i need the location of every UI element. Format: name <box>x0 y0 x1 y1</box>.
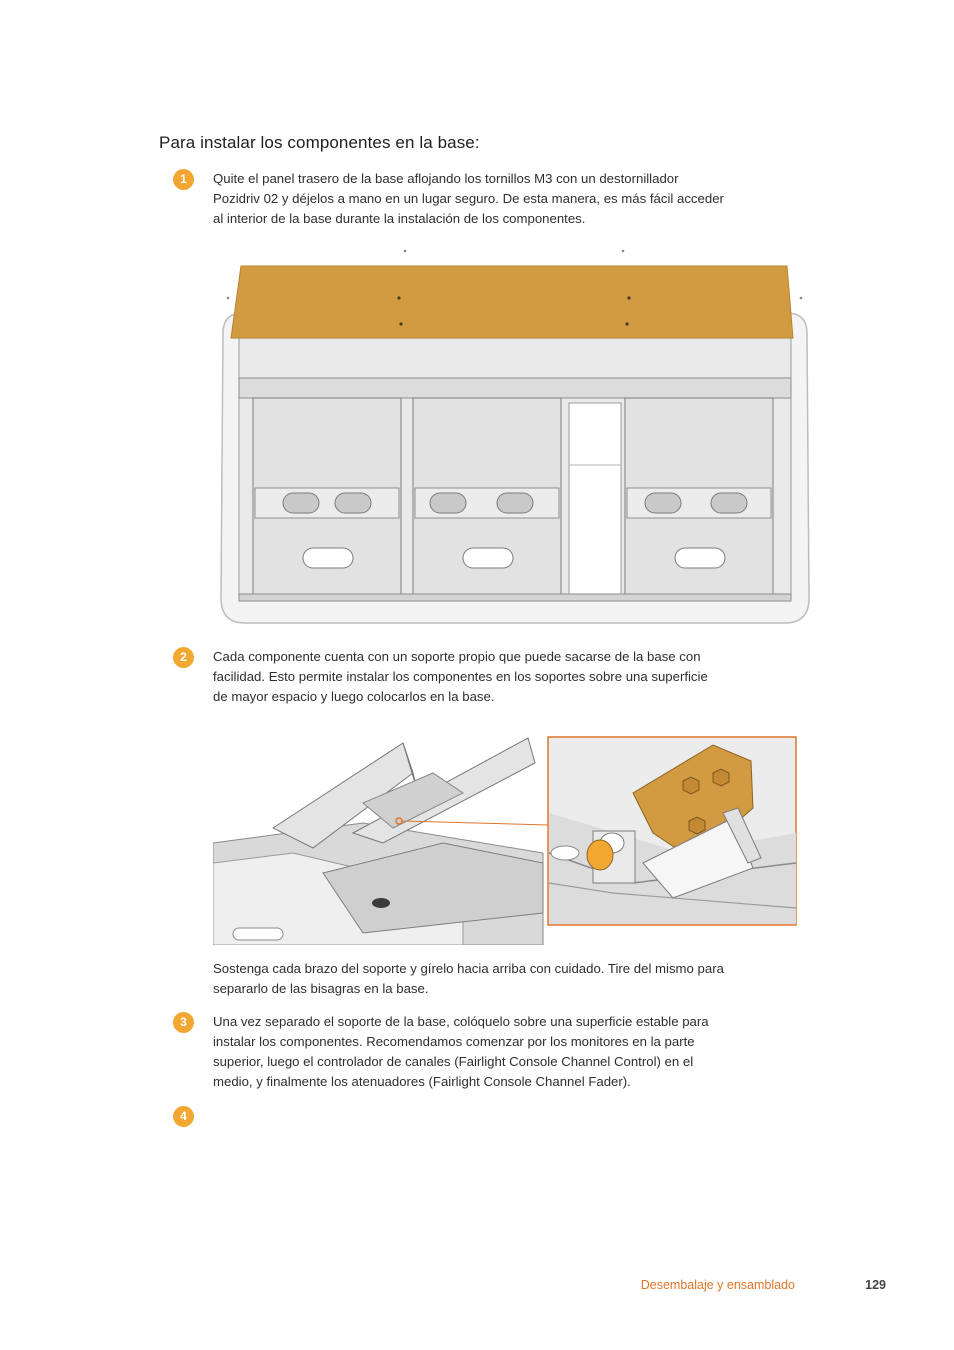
step-3-line: Una vez separado el soporte de la base, colóquelo sobre una superficie estable para <box>213 1014 709 1029</box>
step-badge-1: 1 <box>173 169 194 190</box>
step-3-text <box>213 1012 803 1092</box>
step-2-line: Cada componente cuenta con un soporte propio que puede sacarse de la base con <box>213 649 701 664</box>
figure-base-rear-panel <box>215 243 815 628</box>
step-2-followup-line: Sostenga cada brazo del soporte y gírelo hacia arriba con cuidado. Tire del mismo para <box>213 961 724 976</box>
step-1-line: Pozidriv 02 y déjelos a mano en un lugar seguro. De esta manera, es más fácil acceder <box>213 191 724 206</box>
step-2-followup-text <box>213 959 803 999</box>
step-2-text <box>213 647 803 707</box>
step-badge-3: 3 <box>173 1012 194 1033</box>
step-badge-2: 2 <box>173 647 194 668</box>
step-3-line: superior, luego el controlador de canales (Fairlight Console Channel Control) en el <box>213 1054 694 1069</box>
step-badge-4: 4 <box>173 1106 194 1127</box>
page-heading: Para instalar los componentes en la base: <box>159 133 480 152</box>
step-2-followup-line: separarlo de las bisagras en la base. <box>213 981 429 996</box>
footer-section-title: Desembalaje y ensamblado <box>640 1278 795 1292</box>
step-2-line: de mayor espacio y luego colocarlos en la base. <box>213 689 495 704</box>
footer-page-number: 129 <box>865 1278 886 1292</box>
figure-bracket-lift <box>213 733 798 945</box>
step-1-line: al interior de la base durante la instalación de los componentes. <box>213 211 586 226</box>
step-1-text <box>213 169 803 229</box>
step-2-line: facilidad. Esto permite instalar los componentes en los soportes sobre una superficie <box>213 669 708 684</box>
step-3-line: medio, y finalmente los atenuadores (Fairlight Console Channel Fader). <box>213 1074 631 1089</box>
step-1-line: Quite el panel trasero de la base aflojando los tornillos M3 con un destornillador <box>213 171 679 186</box>
step-3-line: instalar los componentes. Recomendamos comenzar por los monitores en la parte <box>213 1034 695 1049</box>
